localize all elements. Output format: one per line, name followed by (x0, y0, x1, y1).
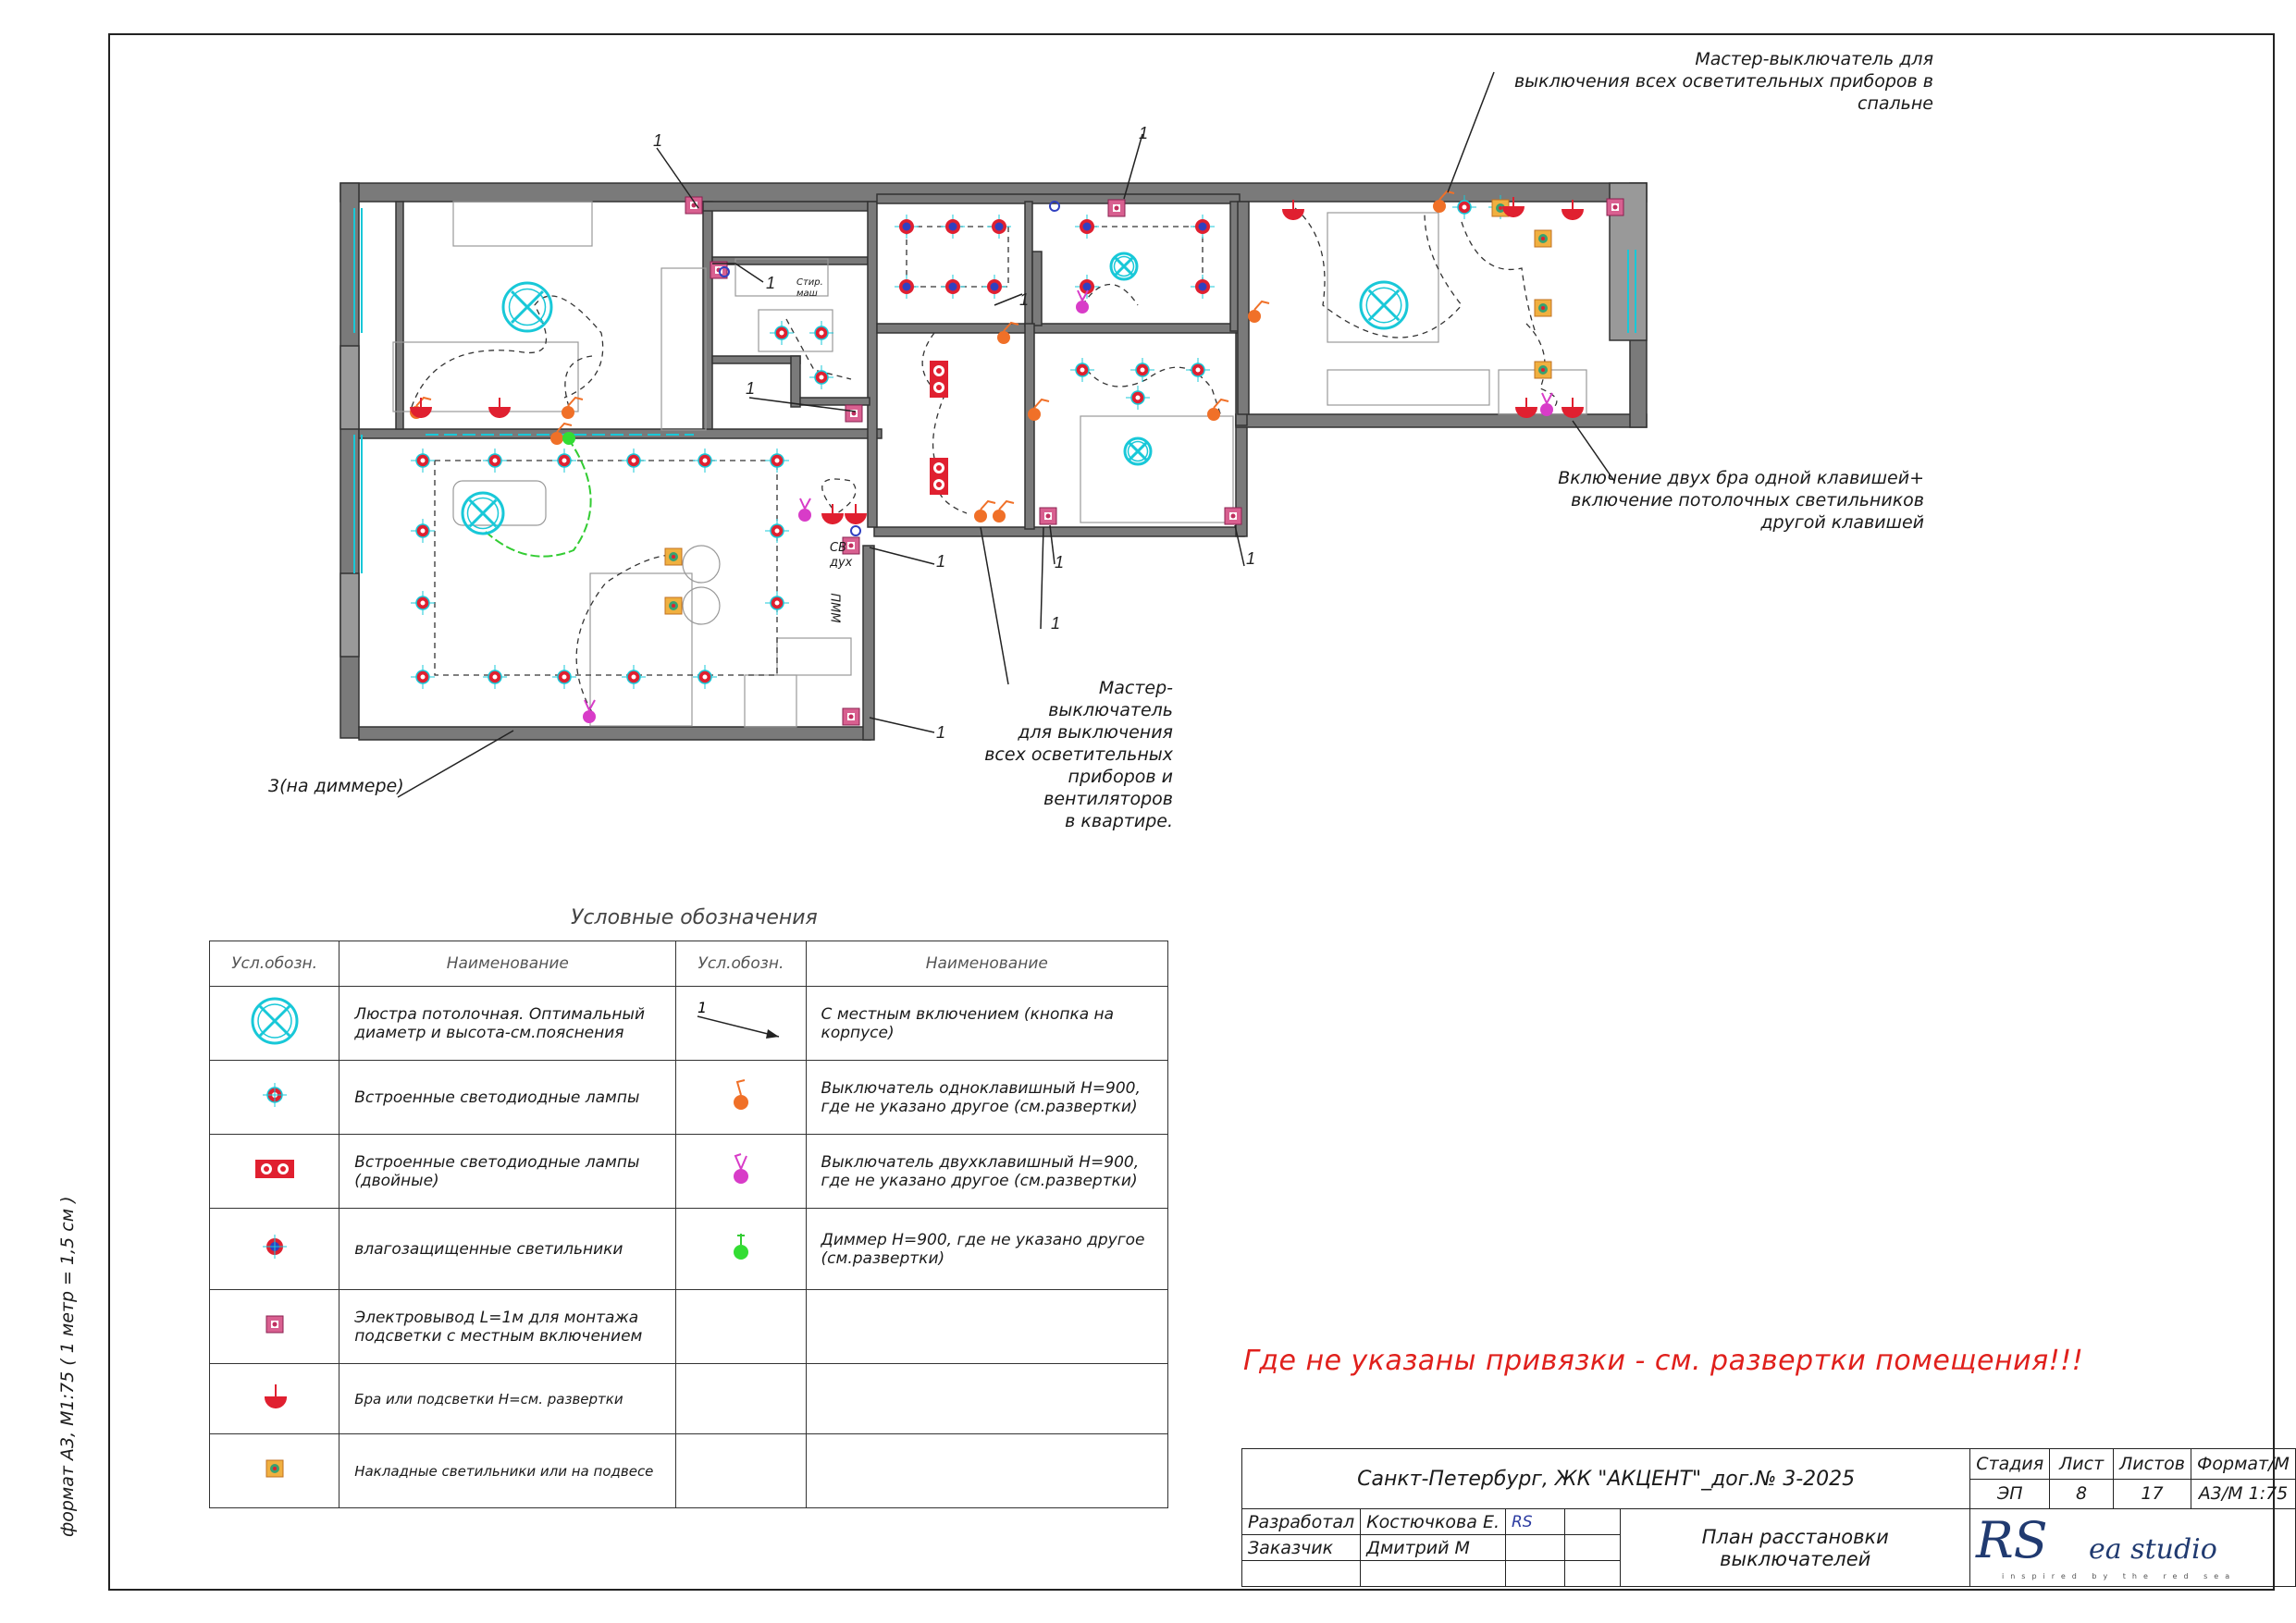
waterproof-lamp-icon (941, 215, 965, 239)
logo-wordmark: ea studio (2089, 1533, 2217, 1566)
legend-table (209, 941, 1168, 1508)
stamp-cell-empty (1565, 1535, 1621, 1561)
led-lamp-icon (765, 591, 789, 615)
sheets-value: 17 (2113, 1479, 2191, 1509)
studio-logo (1970, 1511, 2250, 1583)
developer-label: Разработал (1242, 1509, 1361, 1535)
logo-tagline: inspired by the red sea (2002, 1572, 2237, 1580)
legend-text: Электровывод L=1м для монтажа подсветки с местным включением (339, 1290, 676, 1364)
legend-row (210, 1434, 1168, 1508)
waterproof-lamp-icon (987, 215, 1011, 239)
washer-label: Стир. маш (796, 277, 823, 299)
dimmer-circuit (486, 438, 591, 557)
single-switch-icon (562, 398, 583, 419)
led-lamp-icon (765, 449, 789, 473)
double-switch-icon (1076, 290, 1089, 314)
electric-outlet-icon (1040, 508, 1056, 524)
legend-row (210, 1209, 1168, 1290)
led-lamp-icon (1130, 358, 1154, 382)
svg-text:1: 1 (697, 999, 708, 1016)
legend-text: Люстра потолочная. Оптимальный диаметр и высота-см.пояснения (339, 987, 676, 1061)
wiring (412, 208, 1557, 712)
led-lamp-icon (622, 449, 646, 473)
electric-outlet-icon (210, 1290, 339, 1364)
legend-text: Диммер Н=900, где не указано другое (см.развертки) (806, 1209, 1167, 1290)
stamp-cell-empty (1565, 1509, 1621, 1535)
legend-row (210, 1061, 1168, 1135)
waterproof-lamp-icon (895, 275, 919, 299)
legend-text: влагозащищенные светильники (339, 1209, 676, 1290)
leader-number: 1 (1051, 614, 1061, 633)
legend-title: Условные обозначения (571, 906, 818, 929)
sconce-icon (1282, 200, 1304, 220)
stamp-cell-empty (1565, 1561, 1621, 1587)
surface-lamp-icon (210, 1434, 339, 1508)
legend-empty (676, 1290, 806, 1364)
legend-row (210, 987, 1168, 1061)
single-switch-icon (993, 501, 1014, 523)
electric-outlet-icon (685, 197, 702, 214)
dishwasher-label: ПММ (827, 593, 842, 623)
legend-text: Встроенные светодиодные лампы (двойные) (339, 1135, 676, 1209)
dimmer-icon (676, 1209, 806, 1290)
electric-outlet-icon (1108, 200, 1125, 216)
format-value: А3/М 1:75 (2191, 1479, 2295, 1509)
double-led-lamp-icon (930, 458, 948, 495)
double-switch-icon (798, 498, 811, 522)
double-led-lamp-icon (210, 1135, 339, 1209)
oven-label: СВ дух (830, 541, 853, 570)
led-lamp-icon (622, 665, 646, 689)
surface-lamp-icon (1535, 300, 1551, 316)
legend-text (806, 1290, 1167, 1364)
legend-text: С местным включением (кнопка на корпусе) (806, 987, 1167, 1061)
led-lamp-icon (1186, 358, 1210, 382)
chandelier-icon (463, 493, 503, 534)
legend-text: Бра или подсветки Н=см. развертки (339, 1364, 676, 1434)
surface-lamp-icon (1535, 362, 1551, 378)
dimmer-note: 3(на диммере) (268, 776, 404, 796)
waterproof-lamp-icon (895, 215, 919, 239)
led-lamp-icon (483, 449, 507, 473)
led-lamp-icon (411, 665, 435, 689)
legend-text (806, 1364, 1167, 1434)
legend-header-name-2: Наименование (806, 941, 1167, 987)
led-lamp-icon (765, 519, 789, 543)
walls (340, 183, 1647, 740)
single-switch-icon (1248, 301, 1269, 323)
legend-header-name: Наименование (339, 941, 676, 987)
electric-outlet-icon (843, 708, 859, 725)
stage-header: Стадия (1970, 1449, 2050, 1480)
stamp-cell-empty (1361, 1561, 1506, 1587)
waterproof-lamp-icon (210, 1209, 339, 1290)
legend-header-symbol-2: Усл.обозн. (676, 941, 806, 987)
double-switch-icon (1540, 393, 1553, 416)
led-lamp-icon (552, 449, 576, 473)
waterproof-lamp-icon (941, 275, 965, 299)
sheet-header: Лист (2050, 1449, 2114, 1480)
legend-row (210, 1364, 1168, 1434)
legend-row (210, 1135, 1168, 1209)
sconce-icon (845, 504, 867, 524)
leader-number: 1 (1246, 549, 1256, 568)
legend-text: Накладные светильники или на подвесе (339, 1434, 676, 1508)
sconce-icon (488, 398, 511, 418)
leader-number: 1 (1139, 124, 1149, 142)
led-lamp-icon (770, 321, 794, 345)
double-switch-icon (583, 700, 596, 723)
sconce-icon (210, 1364, 339, 1434)
led-lamp-icon (1126, 386, 1150, 410)
stamp-cell-empty (1242, 1561, 1361, 1587)
legend-text: Выключатель одноклавишный Н=900, где не указано другое (см.развертки) (806, 1061, 1167, 1135)
bedroom-sconce-note: Включение двух бра одной клавишей+ включение потолочных светильников другой клавишей (1558, 468, 1924, 533)
chandelier-icon (210, 987, 339, 1061)
led-lamp-icon (552, 665, 576, 689)
leader-number: 1 (746, 379, 756, 398)
led-lamp-icon (210, 1061, 339, 1135)
stamp-cell-empty (1505, 1535, 1564, 1561)
single-switch-icon (676, 1061, 806, 1135)
waterproof-lamp-icon (1075, 275, 1099, 299)
dimmer-icon (562, 432, 575, 445)
sheet-value: 8 (2050, 1479, 2114, 1509)
waterproof-lamp-icon (1075, 215, 1099, 239)
led-lamp-icon (693, 665, 717, 689)
leader-number: 1 (766, 274, 776, 292)
apartment-master-switch-note: Мастер-выключатель для выключения всех осветительных приборов и вентиляторов в квартире. (984, 678, 1173, 831)
stage-value: ЭП (1970, 1479, 2050, 1509)
surface-lamp-icon (665, 597, 682, 614)
chandelier-icon (503, 283, 551, 331)
local-switch-arrow-icon (676, 987, 806, 1061)
sheet-format-label: формат А3, М1:75 ( 1 метр = 1,5 см ) (57, 1196, 78, 1537)
legend-empty (676, 1364, 806, 1434)
electric-outlet-icon (846, 405, 862, 422)
led-lamp-icon (411, 591, 435, 615)
chandelier-icon (1361, 282, 1407, 328)
waterproof-lamp-icon (1191, 215, 1215, 239)
chandelier-icon (1125, 438, 1151, 464)
chandelier-icon (1111, 253, 1137, 279)
developer-signature: RS (1505, 1509, 1564, 1535)
sheets-header: Листов (2113, 1449, 2191, 1480)
legend-text: Выключатель двухклавишный Н=900, где не указано другое (см.развертки) (806, 1135, 1167, 1209)
project-name: Санкт-Петербург, ЖК "АКЦЕНТ"_дог.№ 3-2025 (1242, 1449, 1970, 1509)
led-lamp-icon (693, 449, 717, 473)
single-switch-icon (974, 501, 995, 523)
waterproof-lamp-icon (982, 275, 1006, 299)
led-lamp-icon (809, 321, 833, 345)
led-lamp-icon (411, 449, 435, 473)
led-lamp-icon (483, 665, 507, 689)
single-switch-icon (1207, 400, 1228, 421)
leader-number: 1 (1055, 553, 1065, 572)
surface-lamp-icon (665, 548, 682, 565)
sconce-icon (1562, 200, 1584, 220)
electric-outlet-icon (1225, 508, 1241, 524)
leader-number: 1 (653, 131, 663, 150)
client-label: Заказчик (1242, 1535, 1361, 1561)
sconce-icon (821, 504, 844, 524)
legend-header-row (210, 941, 1168, 987)
leader-number: 1 (1019, 290, 1030, 309)
leader-number: 1 (936, 723, 946, 742)
double-led-lamp-icon (930, 361, 948, 398)
warning-note: Где не указаны привязки - см. развертки помещения!!! (1243, 1345, 2084, 1377)
legend-text: Встроенные светодиодные лампы (339, 1061, 676, 1135)
legend-header-symbol: Усл.обозн. (210, 941, 339, 987)
waterproof-lamp-icon (1191, 275, 1215, 299)
sheet-title: План расстановки выключателей (1621, 1509, 1970, 1587)
legend-text (806, 1434, 1167, 1508)
led-lamp-icon (809, 365, 833, 389)
format-header: Формат/М (2191, 1449, 2295, 1480)
fixtures (410, 191, 1623, 725)
led-lamp-icon (1070, 358, 1094, 382)
furniture (393, 202, 1586, 727)
double-switch-icon (676, 1135, 806, 1209)
led-lamp-icon (411, 519, 435, 543)
legend-empty (676, 1434, 806, 1508)
bedroom-master-switch-note: Мастер-выключатель для выключения всех осветительных приборов в спальне (1513, 49, 1933, 114)
logo-mark: RS (1976, 1511, 2048, 1569)
surface-lamp-icon (1535, 230, 1551, 247)
electric-outlet-icon (1607, 199, 1623, 215)
stamp-cell-empty (1505, 1561, 1564, 1587)
legend-row (210, 1290, 1168, 1364)
leader-number: 1 (936, 552, 946, 571)
client-name: Дмитрий М (1361, 1535, 1506, 1561)
blue-marker-icon (851, 526, 860, 535)
developer-name: Костючкова Е. (1361, 1509, 1506, 1535)
